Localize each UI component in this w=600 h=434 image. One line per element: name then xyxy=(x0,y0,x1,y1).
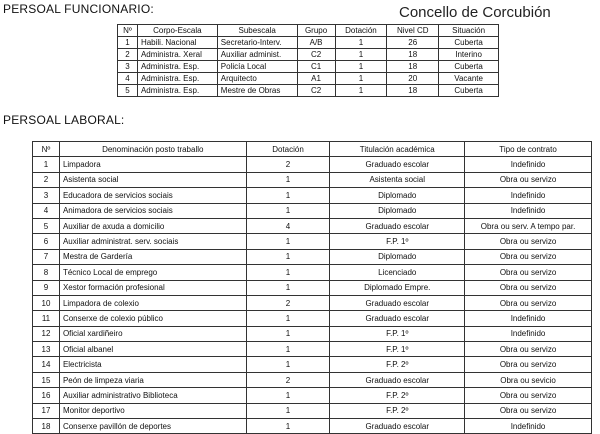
laboral-cell: Electricista xyxy=(59,357,246,372)
laboral-cell: 2 xyxy=(246,295,330,310)
laboral-cell: 9 xyxy=(33,280,60,295)
laboral-table-row xyxy=(33,403,592,418)
laboral-cell: 3 xyxy=(33,188,60,203)
laboral-header-cell: Nº xyxy=(33,142,60,157)
laboral-cell: F.P. 1º xyxy=(330,326,465,341)
funcionario-cell: Vacante xyxy=(439,73,499,85)
laboral-cell: Indefinido xyxy=(465,188,592,203)
laboral-cell: 4 xyxy=(33,203,60,218)
funcionario-cell: Administra. Esp. xyxy=(137,85,217,97)
laboral-cell: Xestor formación profesional xyxy=(59,280,246,295)
laboral-table-row xyxy=(33,265,592,280)
funcionario-cell: Administra. Xeral xyxy=(137,49,217,61)
laboral-cell: Graduado escolar xyxy=(330,372,465,387)
funcionario-header-cell: Corpo-Escala xyxy=(137,25,217,37)
laboral-cell: 1 xyxy=(33,157,60,172)
funcionario-cell: 18 xyxy=(387,85,439,97)
laboral-cell: Obra ou servizo xyxy=(465,342,592,357)
laboral-cell: Limpadora xyxy=(59,157,246,172)
funcionario-cell: C2 xyxy=(297,85,335,97)
laboral-cell: 5 xyxy=(33,218,60,233)
funcionario-cell: Arquitecto xyxy=(217,73,297,85)
laboral-cell: Obra ou servizo xyxy=(465,388,592,403)
laboral-cell: Educadora de servicios sociais xyxy=(59,188,246,203)
laboral-cell: 1 xyxy=(246,188,330,203)
funcionario-cell: Policía Local xyxy=(217,61,297,73)
laboral-cell: Diplomado Empre. xyxy=(330,280,465,295)
laboral-cell: 1 xyxy=(246,311,330,326)
funcionario-cell: Auxiliar administ. xyxy=(217,49,297,61)
laboral-cell: Obra ou servizo xyxy=(465,172,592,187)
laboral-cell: 4 xyxy=(246,218,330,233)
laboral-cell: 1 xyxy=(246,265,330,280)
laboral-cell: Obra ou servizo xyxy=(465,249,592,264)
laboral-table-row xyxy=(33,419,592,434)
laboral-cell: Indefinido xyxy=(465,311,592,326)
laboral-cell: 1 xyxy=(246,234,330,249)
funcionario-cell: Interino xyxy=(439,49,499,61)
laboral-cell: F.P. 2º xyxy=(330,357,465,372)
funcionario-cell: 3 xyxy=(118,61,138,73)
funcionario-cell: C1 xyxy=(297,61,335,73)
funcionario-cell: Cuberta xyxy=(439,61,499,73)
laboral-cell: 1 xyxy=(246,280,330,295)
laboral-cell: 1 xyxy=(246,249,330,264)
laboral-table xyxy=(32,141,592,434)
funcionario-table-header xyxy=(118,25,499,37)
laboral-cell: Obra ou servizo xyxy=(465,234,592,249)
laboral-cell: 17 xyxy=(33,403,60,418)
laboral-cell: F.P. 2º xyxy=(330,403,465,418)
laboral-cell: Auxiliar administrat. serv. sociais xyxy=(59,234,246,249)
laboral-cell: Obra ou servizo xyxy=(465,357,592,372)
laboral-cell: 1 xyxy=(246,419,330,434)
funcionario-cell: 5 xyxy=(118,85,138,97)
funcionario-cell: Administra. Esp. xyxy=(137,73,217,85)
laboral-table-row xyxy=(33,342,592,357)
laboral-cell: 1 xyxy=(246,403,330,418)
laboral-cell: Asistenta social xyxy=(59,172,246,187)
laboral-cell: Graduado escolar xyxy=(330,311,465,326)
funcionario-cell: 18 xyxy=(387,61,439,73)
laboral-cell: Obra ou serv. A tempo par. xyxy=(465,218,592,233)
laboral-cell: 14 xyxy=(33,357,60,372)
funcionario-cell: Cuberta xyxy=(439,37,499,49)
funcionario-header-cell: Subescala xyxy=(217,25,297,37)
laboral-cell: 2 xyxy=(246,372,330,387)
funcionario-table-body xyxy=(118,37,499,97)
laboral-cell: Diplomado xyxy=(330,249,465,264)
funcionario-cell: Mestre de Obras xyxy=(217,85,297,97)
document-title: Concello de Corcubión xyxy=(399,4,551,21)
laboral-cell: Monitor deportivo xyxy=(59,403,246,418)
laboral-table-row xyxy=(33,157,592,172)
laboral-cell: F.P. 1º xyxy=(330,234,465,249)
laboral-cell: Diplomado xyxy=(330,188,465,203)
funcionario-table-row xyxy=(118,37,499,49)
laboral-cell: Asistenta social xyxy=(330,172,465,187)
laboral-table-row xyxy=(33,311,592,326)
laboral-cell: 2 xyxy=(33,172,60,187)
laboral-cell: 10 xyxy=(33,295,60,310)
funcionario-table-row xyxy=(118,49,499,61)
laboral-cell: Indefinido xyxy=(465,326,592,341)
laboral-cell: Graduado escolar xyxy=(330,295,465,310)
laboral-cell: Indefinido xyxy=(465,157,592,172)
funcionario-cell: 1 xyxy=(118,37,138,49)
laboral-cell: 13 xyxy=(33,342,60,357)
laboral-cell: 1 xyxy=(246,203,330,218)
laboral-cell: 1 xyxy=(246,326,330,341)
funcionario-header-cell: Situación xyxy=(439,25,499,37)
laboral-cell: 6 xyxy=(33,234,60,249)
laboral-cell: 8 xyxy=(33,265,60,280)
laboral-cell: Obra ou servizo xyxy=(465,295,592,310)
funcionario-cell: Cuberta xyxy=(439,85,499,97)
laboral-cell: Graduado escolar xyxy=(330,419,465,434)
laboral-cell: Indefinido xyxy=(465,419,592,434)
laboral-cell: 18 xyxy=(33,419,60,434)
funcionario-table-row xyxy=(118,73,499,85)
funcionario-cell: 26 xyxy=(387,37,439,49)
funcionario-cell: 4 xyxy=(118,73,138,85)
laboral-cell: Técnico Local de emprego xyxy=(59,265,246,280)
laboral-table-row xyxy=(33,372,592,387)
funcionario-cell: 1 xyxy=(335,85,387,97)
laboral-table-row xyxy=(33,234,592,249)
laboral-cell: 1 xyxy=(246,357,330,372)
funcionario-cell: 1 xyxy=(335,73,387,85)
laboral-table-row xyxy=(33,188,592,203)
laboral-table-row xyxy=(33,388,592,403)
funcionario-cell: 18 xyxy=(387,49,439,61)
laboral-cell: Obra ou servizo xyxy=(465,265,592,280)
laboral-cell: 11 xyxy=(33,311,60,326)
laboral-cell: Licenciado xyxy=(330,265,465,280)
laboral-cell: Mestra de Gardería xyxy=(59,249,246,264)
laboral-header-cell: Titulación académica xyxy=(330,142,465,157)
laboral-header-cell: Dotación xyxy=(246,142,330,157)
laboral-cell: Auxiliar administrativo Biblioteca xyxy=(59,388,246,403)
funcionario-header-cell: Nivel CD xyxy=(387,25,439,37)
laboral-header-cell: Denominación posto traballo xyxy=(59,142,246,157)
laboral-cell: Oficial xardiñeiro xyxy=(59,326,246,341)
funcionario-table-row xyxy=(118,85,499,97)
laboral-cell: Limpadora de colexio xyxy=(59,295,246,310)
funcionario-cell: Secretario-Interv. xyxy=(217,37,297,49)
laboral-cell: Obra ou servizo xyxy=(465,280,592,295)
laboral-table-row xyxy=(33,280,592,295)
funcionario-header-cell: Grupo xyxy=(297,25,335,37)
laboral-cell: Animadora de servicios sociais xyxy=(59,203,246,218)
laboral-cell: Auxiliar de axuda a domicilio xyxy=(59,218,246,233)
laboral-cell: F.P. 2º xyxy=(330,388,465,403)
laboral-cell: Peón de limpeza viaria xyxy=(59,372,246,387)
funcionario-cell: 1 xyxy=(335,37,387,49)
funcionario-cell: 20 xyxy=(387,73,439,85)
funcionario-table xyxy=(117,24,499,97)
laboral-cell: 1 xyxy=(246,388,330,403)
laboral-cell: Obra ou servizo xyxy=(465,403,592,418)
funcionario-table-row xyxy=(118,61,499,73)
funcionario-cell: C2 xyxy=(297,49,335,61)
funcionario-cell: 1 xyxy=(335,49,387,61)
laboral-cell: Conserxe pavillón de deportes xyxy=(59,419,246,434)
laboral-cell: 1 xyxy=(246,172,330,187)
funcionario-cell: Administra. Esp. xyxy=(137,61,217,73)
funcionario-header-cell: Dotación xyxy=(335,25,387,37)
laboral-cell: Oficial albanel xyxy=(59,342,246,357)
laboral-table-row xyxy=(33,357,592,372)
laboral-table-header xyxy=(33,142,592,157)
funcionario-cell: A/B xyxy=(297,37,335,49)
laboral-table-row xyxy=(33,295,592,310)
laboral-cell: Obra ou sevicio xyxy=(465,372,592,387)
funcionario-cell: 1 xyxy=(335,61,387,73)
laboral-table-row xyxy=(33,218,592,233)
laboral-cell: 7 xyxy=(33,249,60,264)
laboral-table-row xyxy=(33,172,592,187)
laboral-cell: Conserxe de colexio público xyxy=(59,311,246,326)
laboral-section-title: PERSOAL LABORAL: xyxy=(3,113,125,127)
laboral-cell: Indefinido xyxy=(465,203,592,218)
laboral-table-body xyxy=(33,157,592,434)
laboral-cell: 1 xyxy=(246,342,330,357)
laboral-cell: F.P. 1º xyxy=(330,342,465,357)
laboral-cell: 15 xyxy=(33,372,60,387)
laboral-table-row xyxy=(33,203,592,218)
laboral-table-row xyxy=(33,249,592,264)
laboral-cell: Diplomado xyxy=(330,203,465,218)
laboral-table-row xyxy=(33,326,592,341)
laboral-cell: Graduado escolar xyxy=(330,218,465,233)
funcionario-cell: Habili. Nacional xyxy=(137,37,217,49)
laboral-cell: Graduado escolar xyxy=(330,157,465,172)
laboral-cell: 2 xyxy=(246,157,330,172)
laboral-header-cell: Tipo de contrato xyxy=(465,142,592,157)
laboral-cell: 16 xyxy=(33,388,60,403)
funcionario-cell: 2 xyxy=(118,49,138,61)
funcionario-header-cell: Nº xyxy=(118,25,138,37)
funcionario-section-title: PERSOAL FUNCIONARIO: xyxy=(3,2,154,16)
funcionario-cell: A1 xyxy=(297,73,335,85)
laboral-cell: 12 xyxy=(33,326,60,341)
